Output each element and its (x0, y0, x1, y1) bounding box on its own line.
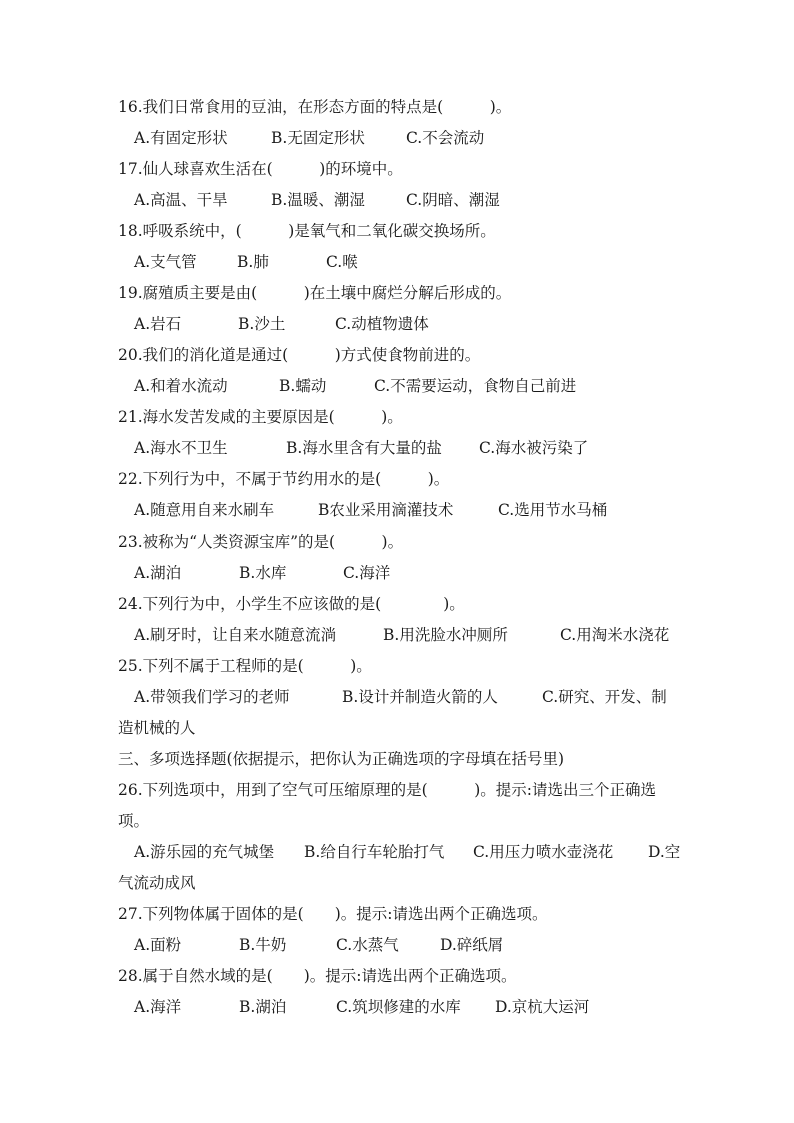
q26-option-c: C.用压力喷水壶浇花 (473, 843, 614, 861)
question-21: 21.海水发苦发咸的主要原因是( )。 (118, 408, 403, 426)
q18-option-a: A.支气管 (134, 253, 197, 271)
q19-option-a: A.岩石 (134, 315, 182, 333)
q21-option-a: A.海水不卫生 (134, 439, 228, 457)
q27-option-d: D.碎纸屑 (440, 936, 504, 954)
q25-option-c: C.研究、开发、制 (542, 688, 667, 706)
q24-option-a: A.刷牙时，让自来水随意流淌 (134, 626, 337, 644)
q16-option-c: C.不会流动 (406, 129, 485, 147)
q16-option-b: B.无固定形状 (271, 129, 365, 147)
question-23: 23.被称为“人类资源宝库”的是( )。 (118, 533, 404, 551)
q25-option-c-continued: 造机械的人 (118, 719, 196, 737)
question-26: 26.下列选项中，用到了空气可压缩原理的是( )。提示:请选出三个正确选 (118, 781, 656, 799)
q19-option-b: B.沙土 (238, 315, 286, 333)
question-22: 22.下列行为中，不属于节约用水的是( )。 (118, 470, 450, 488)
question-26-continued: 项。 (118, 812, 150, 830)
q19-option-c: C.动植物遗体 (335, 315, 429, 333)
q17-option-b: B.温暖、潮湿 (271, 191, 365, 209)
q18-option-b: B.肺 (237, 253, 269, 271)
question-28: 28.属于自然水域的是( )。提示:请选出两个正确选项。 (118, 967, 517, 985)
q25-option-a: A.带领我们学习的老师 (134, 688, 290, 706)
q18-option-c: C.喉 (326, 253, 358, 271)
q17-option-a: A.高温、干旱 (134, 191, 228, 209)
q25-option-b: B.设计并制造火箭的人 (342, 688, 498, 706)
question-16: 16.我们日常食用的豆油，在形态方面的特点是( )。 (118, 98, 512, 116)
q22-option-a: A.随意用自来水刷车 (134, 501, 275, 519)
q28-option-c: C.筑坝修建的水库 (336, 998, 461, 1016)
q17-option-c: C.阴暗、潮湿 (406, 191, 500, 209)
q16-option-a: A.有固定形状 (134, 129, 228, 147)
question-17: 17.仙人球喜欢生活在( )的环境中。 (118, 160, 403, 178)
section-heading-multiple-choice: 三、多项选择题(依据提示，把你认为正确选项的字母填在括号里) (118, 750, 565, 768)
q27-option-a: A.面粉 (134, 936, 182, 954)
q23-option-b: B.水库 (239, 564, 287, 582)
q28-option-b: B.湖泊 (239, 998, 287, 1016)
q20-option-b: B.蠕动 (279, 377, 327, 395)
q28-option-a: A.海洋 (134, 998, 182, 1016)
q20-option-c: C.不需要运动，食物自己前进 (374, 377, 577, 395)
question-27: 27.下列物体属于固体的是( )。提示:请选出两个正确选项。 (118, 905, 548, 923)
question-18: 18.呼吸系统中，( )是氧气和二氧化碳交换场所。 (118, 222, 496, 240)
q22-option-b: B农业采用滴灌技术 (318, 501, 454, 519)
question-19: 19.腐殖质主要是由( )在土壤中腐烂分解后形成的。 (118, 284, 512, 302)
question-24: 24.下列行为中，小学生不应该做的是( )。 (118, 595, 465, 613)
q20-option-a: A.和着水流动 (134, 377, 228, 395)
q26-option-d-continued: 气流动成风 (118, 874, 196, 892)
q24-option-c: C.用淘米水浇花 (560, 626, 670, 644)
q27-option-c: C.水蒸气 (336, 936, 399, 954)
q26-option-a: A.游乐园的充气城堡 (134, 843, 275, 861)
q24-option-b: B.用洗脸水冲厕所 (383, 626, 508, 644)
q23-option-a: A.湖泊 (134, 564, 182, 582)
q26-option-b: B.给自行车轮胎打气 (304, 843, 445, 861)
q28-option-d: D.京杭大运河 (495, 998, 590, 1016)
q21-option-b: B.海水里含有大量的盐 (286, 439, 442, 457)
q22-option-c: C.选用节水马桶 (498, 501, 608, 519)
q26-option-d: D.空 (648, 843, 681, 861)
question-20: 20.我们的消化道是通过( )方式使食物前进的。 (118, 346, 481, 364)
q21-option-c: C.海水被污染了 (479, 439, 589, 457)
q23-option-c: C.海洋 (343, 564, 391, 582)
q27-option-b: B.牛奶 (239, 936, 287, 954)
question-25: 25.下列不属于工程师的是( )。 (118, 657, 372, 675)
